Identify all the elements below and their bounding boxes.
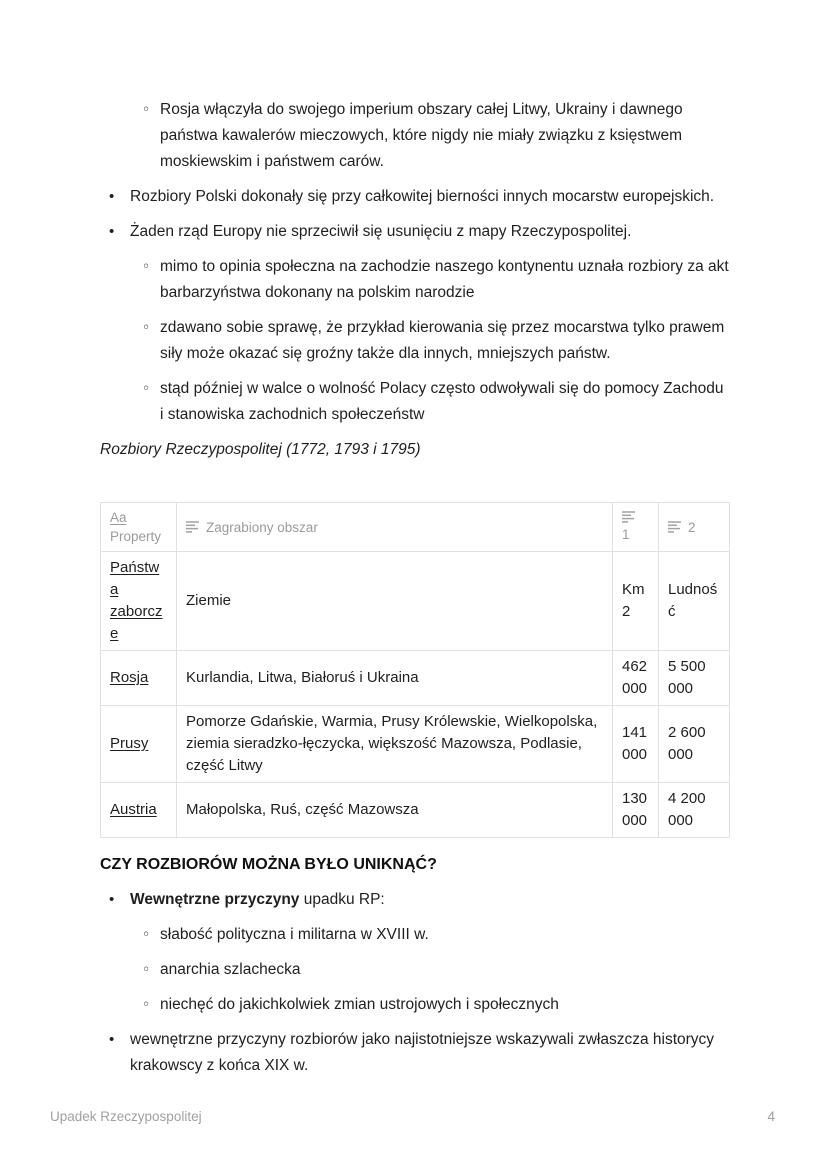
circle-bullet-icon <box>100 992 160 1018</box>
text-property-icon <box>622 511 635 523</box>
causes-sublist <box>100 922 729 1018</box>
list-item <box>100 376 729 428</box>
list-item <box>100 887 729 913</box>
circle-bullet-icon <box>100 957 160 983</box>
area-cell: Pomorze Gdańskie, Warmia, Prusy Królewskie, Wielkopolska, ziemia sieradzko-łęczycka, większość Mazowsza, Podlasie, część Litwy <box>177 706 613 783</box>
list-item <box>100 957 729 983</box>
intro-sublist-bottom <box>100 254 729 428</box>
list-item-text: niechęć do jakichkolwiek zmian ustrojowych i społecznych <box>160 996 559 1013</box>
km2-cell: 141 000 <box>613 706 659 783</box>
row-title: Państwa zaborcze <box>110 559 163 642</box>
list-item-text: Rosja włączyła do swojego imperium obszary całej Litwy, Ukrainy i dawnego państwa kawalerów mieczowych, które nigdy nie miały związku z księstwem moskiewskim i państwem carów. <box>160 101 683 170</box>
disc-bullet-icon <box>100 887 130 913</box>
page-footer <box>50 1108 775 1126</box>
list-item-text: mimo to opinia społeczna na zachodzie naszego kontynentu uznała rozbiory za akt barbarzyństwa dokonany na polskim narodzie <box>160 258 729 301</box>
population-column-label: 2 <box>688 519 696 535</box>
table-row <box>101 651 730 706</box>
list-item <box>100 1027 729 1079</box>
km2-cell: Km2 <box>613 552 659 651</box>
km2-column-header <box>613 503 659 552</box>
table-header-row <box>101 503 730 552</box>
area-cell: Małopolska, Ruś, część Mazowsza <box>177 783 613 838</box>
area-cell: Kurlandia, Litwa, Białoruś i Ukraina <box>177 651 613 706</box>
circle-bullet-icon <box>100 97 160 123</box>
list-item-text: zdawano sobie sprawę, że przykład kierowania się przez mocarstwa tylko prawem siły może okazać się groźny także dla innych, mniejszych państw. <box>160 319 725 362</box>
causes-list <box>100 887 729 913</box>
intro-sublist-top <box>100 97 729 175</box>
text-property-icon <box>186 521 199 533</box>
section-heading: CZY ROZBIORÓW MOŻNA BYŁO UNIKNĄĆ? <box>100 856 437 873</box>
circle-bullet-icon <box>100 254 160 280</box>
population-cell: Ludność <box>659 552 730 651</box>
list-item <box>100 992 729 1018</box>
list-item-text: wewnętrzne przyczyny rozbiorów jako najistotniejsze wskazywali zwłaszcza historycy krakowscy z końca XIX w. <box>130 1031 715 1074</box>
population-cell: 5 500 000 <box>659 651 730 706</box>
property-column-label: Property <box>110 529 162 544</box>
bold-lead-text: Wewnętrzne przyczyny <box>130 891 300 908</box>
circle-bullet-icon <box>100 376 160 402</box>
list-item <box>100 184 729 210</box>
table-row <box>101 783 730 838</box>
lead-rest-text: upadku RP: <box>299 891 385 908</box>
row-title: Rosja <box>110 669 149 686</box>
km2-cell: 130 000 <box>613 783 659 838</box>
list-item-text: stąd później w walce o wolność Polacy często odwoływali się do pomocy Zachodu i stanowiska zachodnich społeczeństw <box>160 380 724 423</box>
list-item-text: słabość polityczna i militarna w XVIII w. <box>160 926 429 943</box>
page-content <box>100 97 729 1088</box>
row-title: Austria <box>110 801 157 818</box>
row-title: Prusy <box>110 735 149 752</box>
area-column-label: Zagrabiony obszar <box>206 519 318 535</box>
table-row <box>101 706 730 783</box>
circle-bullet-icon <box>100 315 160 341</box>
population-cell: 4 200 000 <box>659 783 730 838</box>
list-item-text: Żaden rząd Europy nie sprzeciwił się usunięciu z mapy Rzeczypospolitej. <box>130 223 632 240</box>
km2-cell: 462 000 <box>613 651 659 706</box>
area-column-header <box>177 503 613 552</box>
disc-bullet-icon <box>100 1027 130 1053</box>
population-cell: 2 600 000 <box>659 706 730 783</box>
intro-list <box>100 184 729 245</box>
circle-bullet-icon <box>100 922 160 948</box>
list-item <box>100 315 729 367</box>
list-item-text: Rozbiory Polski dokonały się przy całkowitej bierności innych mocarstw europejskich. <box>130 188 715 205</box>
list-item <box>100 254 729 306</box>
text-property-icon <box>668 521 681 533</box>
list-item <box>100 219 729 245</box>
table-caption: Rozbiory Rzeczypospolitej (1772, 1793 i 1795) <box>100 441 421 458</box>
table-row <box>101 552 730 651</box>
causes-list-bottom <box>100 1027 729 1079</box>
footer-page-number: 4 <box>767 1109 775 1124</box>
footer-document-title: Upadek Rzeczypospolitej <box>50 1109 202 1124</box>
title-property-icon: Aa <box>110 510 127 525</box>
disc-bullet-icon <box>100 184 130 210</box>
km2-column-label: 1 <box>622 526 630 542</box>
list-item <box>100 97 729 175</box>
list-item-text <box>130 887 729 913</box>
list-item-text: anarchia szlachecka <box>160 961 301 978</box>
disc-bullet-icon <box>100 219 130 245</box>
property-column-header <box>101 503 177 552</box>
population-column-header <box>659 503 730 552</box>
partitions-table <box>100 502 730 838</box>
area-cell: Ziemie <box>177 552 613 651</box>
list-item <box>100 922 729 948</box>
